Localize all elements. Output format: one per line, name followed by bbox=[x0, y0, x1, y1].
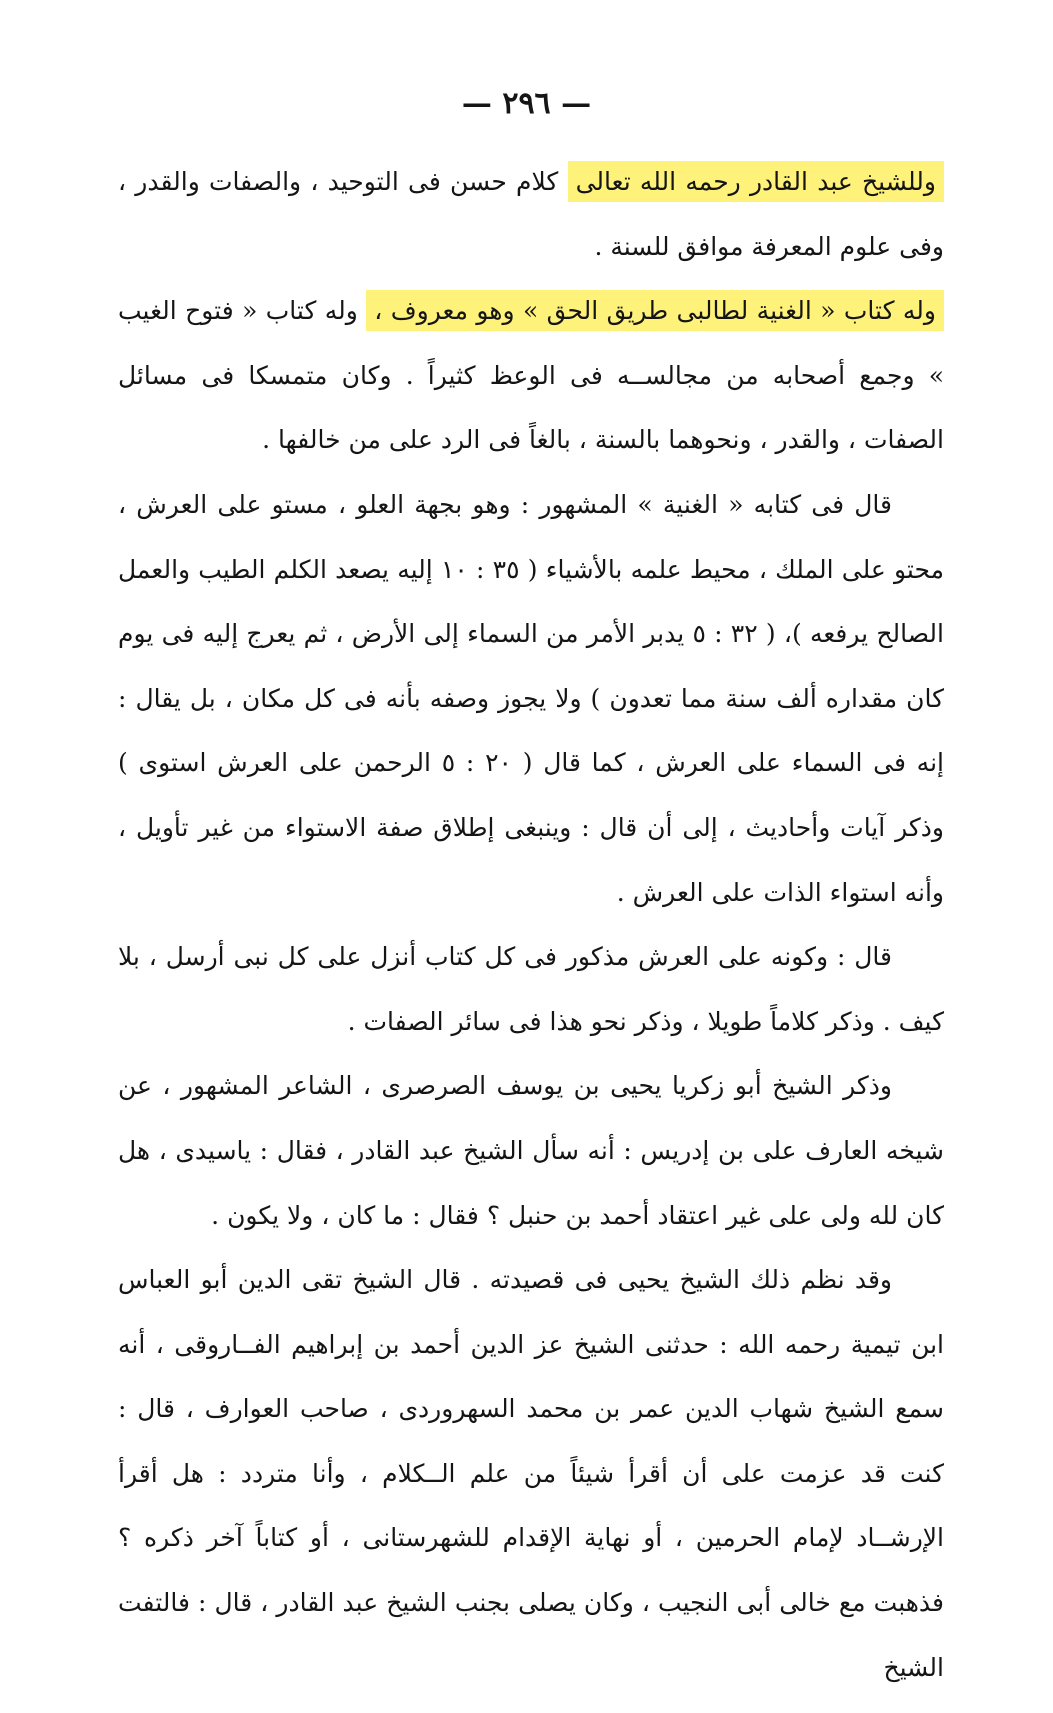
paragraph-3: قال فى كتابه « الغنية » المشهور : وهو بجهة العلو ، مستو على العرش ، محتو على الملك ، محيط علمه بالأشياء ( ٣٥ : ١٠ إليه يصعد الكلم الطيب والعمل الصالح يرفعه )، ( ٣٢ : ٥ يدبر الأمر من السماء إلى الأرض ، ثم يعرج إليه فى يوم كان مقداره ألف سنة مما تعدون ) ولا يجوز وصفه بأنه فى كل مكان ، بل يقال : إنه فى السماء على العرش ، كما قال ( ٢٠ : ٥ الرحمن على العرش استوى ) وذكر آيات وأحاديث ، إلى أن قال : وينبغى إطلاق صفة الاستواء من غير تأويل ، وأنه استواء الذات على العرش . bbox=[118, 489, 944, 907]
paragraph-5: وذكر الشيخ أبو زكريا يحيى بن يوسف الصرصرى ، الشاعر المشهور ، عن شيخه العارف على بن إدريس : أنه سأل الشيخ عبد القادر ، فقال : ياسيدى ، هل كان لله ولى على غير اعتقاد أحمد بن حنبل ؟ فقال : ما كان ، ولا يكون . bbox=[118, 1071, 944, 1230]
paragraph-text: وله كتاب « فتوح الغيب » وجمع أصحابه من مجالســه فى الوعظ كثيراً . وكان متمسكا فى مسائل الصفات ، والقدر ، ونحوهما بالسنة ، بالغاً فى الرد على من خالفها . bbox=[118, 296, 944, 455]
highlighted-text: وله كتاب « الغنية لطالبى طريق الحق » وهو معروف ، bbox=[366, 290, 944, 331]
highlighted-text: وللشيخ عبد القادر رحمه الله تعالى bbox=[568, 161, 944, 202]
paragraph-2 bbox=[118, 279, 944, 473]
page-body bbox=[118, 150, 944, 1700]
paragraph-6: وقد نظم ذلك الشيخ يحيى فى قصيدته . قال الشيخ تقى الدين أبو العباس ابن تيمية رحمه الله : حدثنى الشيخ عز الدين أحمد بن إبراهيم الفــاروقى ، أنه سمع الشيخ شهاب الدين عمر بن محمد السهروردى ، صاحب العوارف ، قال : كنت قد عزمت على أن أقرأ شيئاً من علم الــكلام ، وأنا متردد : هل أقرأ الإرشــاد لإمام الحرمين ، أو نهاية الإقدام للشهرستانى ، أو كتاباً آخر ذكره ؟ فذهبت مع خالى أبى النجيب ، وكان يصلى بجنب الشيخ عبد القادر ، قال : فالتفت الشيخ bbox=[118, 1265, 944, 1682]
paragraph-text: كلام حسن فى التوحيد ، والصفات والقدر ، وفى علوم المعرفة موافق للسنة . bbox=[118, 167, 944, 261]
page-number: — ٢٩٦ — bbox=[461, 86, 592, 121]
paragraph-4: قال : وكونه على العرش مذكور فى كل كتاب أنزل على كل نبى أرسل ، بلا كيف . وذكر كلاماً طويلا ، وذكر نحو هذا فى سائر الصفات . bbox=[118, 942, 944, 1036]
paragraph-1 bbox=[118, 150, 944, 279]
